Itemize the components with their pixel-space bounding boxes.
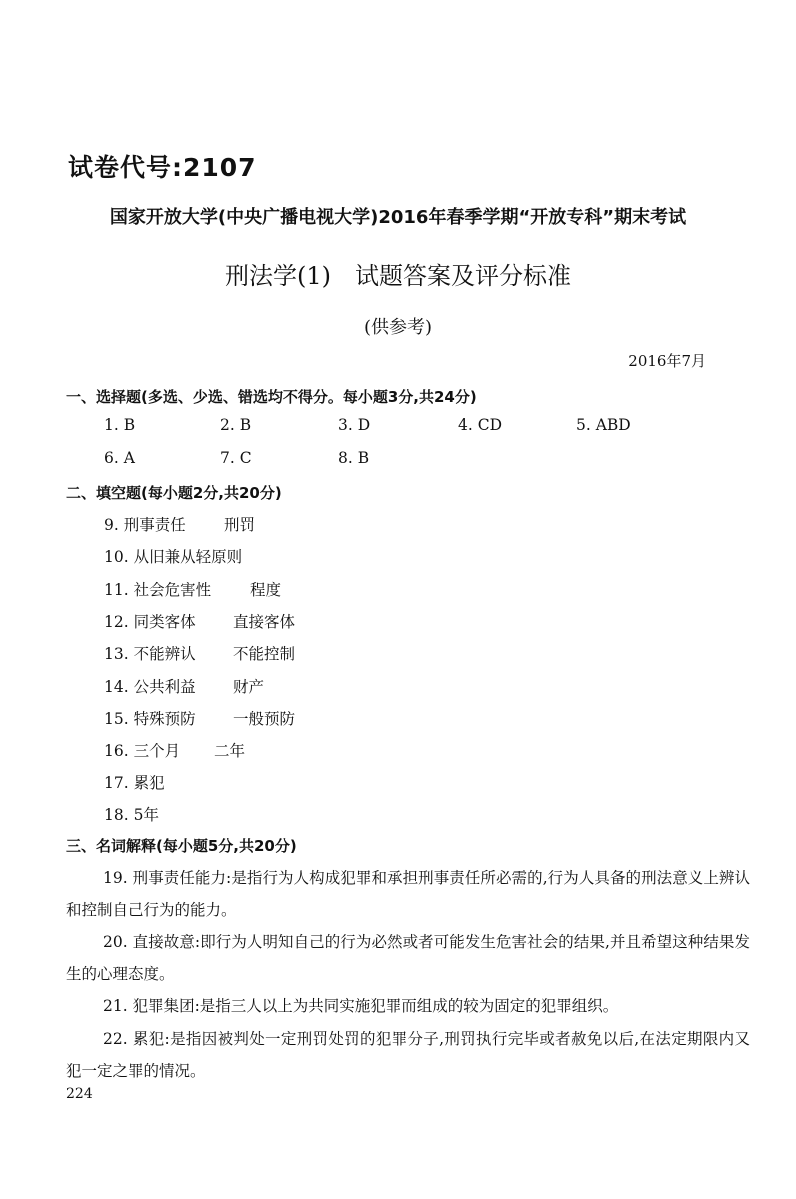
fill-answer-first: 17. 累犯 xyxy=(104,774,165,792)
answer-item: 6. A xyxy=(104,449,135,467)
fill-answer-second: 一般预防 xyxy=(233,710,296,728)
answer-item: 8. B xyxy=(338,449,370,467)
fill-answer-second: 不能控制 xyxy=(233,645,296,663)
answer-item: 3. D xyxy=(338,416,371,434)
answer-item: 1. B xyxy=(104,416,136,434)
paper-code: 试卷代号:2107 xyxy=(68,153,257,182)
fill-answer xyxy=(104,610,296,632)
fill-answer xyxy=(104,803,159,825)
fill-answer-first: 11. 社会危害性 xyxy=(104,581,212,599)
page-number: 224 xyxy=(66,1086,93,1102)
fill-answer xyxy=(104,739,246,761)
definition-paragraph: 22. 累犯:是指因被判处一定刑罚处罚的犯罪分子,刑罚执行完毕或者赦免以后,在法定期限内又犯一定之罪的情况。 xyxy=(66,1030,750,1080)
exam-institution-line: 国家开放大学(中央广播电视大学)2016年春季学期“开放专科”期末考试 xyxy=(109,207,687,228)
fill-answer-first: 16. 三个月 xyxy=(104,742,181,760)
fill-answer-first: 12. 同类客体 xyxy=(104,613,196,631)
exam-date: 2016年7月 xyxy=(628,352,706,370)
fill-answer-first: 14. 公共利益 xyxy=(104,678,196,696)
fill-answer xyxy=(104,545,242,567)
fill-answer-second: 程度 xyxy=(250,581,282,599)
fill-answer-first: 18. 5年 xyxy=(104,806,159,824)
fill-answer-second: 财产 xyxy=(233,678,265,696)
fill-answer xyxy=(104,578,282,600)
fill-answer xyxy=(104,675,265,697)
fill-answer-first: 15. 特殊预防 xyxy=(104,710,196,728)
fill-answer-second: 二年 xyxy=(214,742,246,760)
definition-paragraph: 19. 刑事责任能力:是指行为人构成犯罪和承担刑事责任所必需的,行为人具备的刑法意义上辨认和控制自己行为的能力。 xyxy=(66,869,750,919)
fill-answer-first: 9. 刑事责任 xyxy=(104,516,186,534)
fill-answer xyxy=(104,513,256,535)
document-title: 刑法学(1) 试题答案及评分标准 xyxy=(225,262,571,290)
section-heading-definitions: 三、名词解释(每小题5分,共20分) xyxy=(66,837,297,855)
fill-answer-first: 13. 不能辨认 xyxy=(104,645,196,663)
answer-item: 5. ABD xyxy=(576,416,631,434)
section-heading-fill-blank: 二、填空题(每小题2分,共20分) xyxy=(66,484,282,502)
answer-item: 4. CD xyxy=(458,416,503,434)
section-heading-choice: 一、选择题(多选、少选、错选均不得分。每小题3分,共24分) xyxy=(66,388,477,406)
definition-paragraph: 20. 直接故意:即行为人明知自己的行为必然或者可能发生危害社会的结果,并且希望这种结果发生的心理态度。 xyxy=(66,933,750,983)
fill-answer xyxy=(104,642,296,664)
document-subtitle: (供参考) xyxy=(363,317,433,338)
fill-answer-second: 直接客体 xyxy=(233,613,296,631)
answer-item: 2. B xyxy=(220,416,252,434)
fill-answer xyxy=(104,707,296,729)
definition-paragraph: 21. 犯罪集团:是指三人以上为共同实施犯罪而组成的较为固定的犯罪组织。 xyxy=(103,997,619,1015)
answer-item: 7. C xyxy=(220,449,252,467)
fill-answer-first: 10. 从旧兼从轻原则 xyxy=(104,548,243,566)
fill-answer xyxy=(104,771,165,793)
fill-answer-second: 刑罚 xyxy=(224,516,256,534)
